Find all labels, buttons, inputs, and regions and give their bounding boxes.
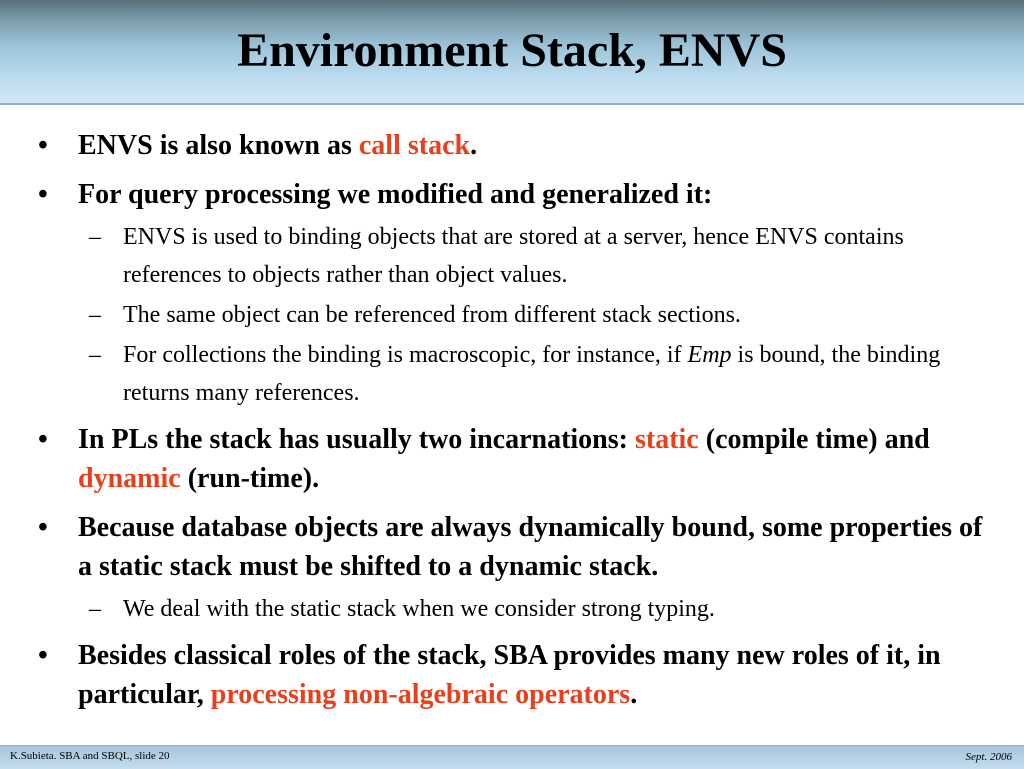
highlight-text: call stack [358,130,471,161]
dash-icon: – [89,596,101,622]
bullet-item [0,175,993,214]
sub-bullet-item [0,218,943,294]
footer-credit: K.Subieta. SBA and SBQL, slide 20 [10,750,170,762]
bullet-text: Because database objects are always dynamically bound, some properties of a static stack must be shifted to a dynamic stack. [78,512,983,582]
dash-icon: – [89,302,101,328]
sub-bullet-text: For collections the binding is macroscopic, for instance, if [123,342,688,368]
bullet-text-end: (run-time). [180,463,320,494]
bullet-text: Besides classical roles of the stack, SBA provides many new roles of it, in particular, [78,640,941,710]
dash-icon: – [89,224,101,250]
highlight-text: static [634,424,699,455]
bullet-item [0,508,993,586]
bullet-text: ENVS is also known as [78,130,359,161]
bullet-item [0,420,993,498]
bullet-icon: • [38,130,48,161]
slide-title: Environment Stack, ENVS [237,24,787,77]
bullet-text-end: . [630,679,638,710]
dash-icon: – [89,342,101,368]
sub-bullet-item [0,296,943,334]
sub-bullet-item [0,590,943,628]
highlight-text: dynamic [78,463,181,494]
sub-bullet-text: ENVS is used to binding objects that are stored at a server, hence ENVS contains references to objects rather than object values. [123,224,904,288]
sub-bullet-text-end: is bound, the binding returns many references. [123,342,941,406]
bullet-text: In PLs the stack has usually two incarnations: [78,424,635,455]
footer-bar [0,745,1024,769]
footer-date: Sept. 2006 [965,751,1012,763]
bullet-icon: • [38,179,48,210]
bullet-icon: • [38,512,48,543]
bullet-item [0,636,993,714]
italic-text: Emp [687,342,732,368]
bullet-text-mid: (compile time) and [698,424,930,455]
highlight-text: processing non-algebraic operators [210,679,631,710]
bullet-icon: • [38,424,48,455]
bullet-text-end: . [470,130,478,161]
slide-content [0,126,1024,724]
sub-bullet-text: The same object can be referenced from different stack sections. [123,302,741,328]
sub-bullet-item [0,336,943,412]
bullet-icon: • [38,640,48,671]
bullet-item [0,126,993,165]
sub-bullet-text: We deal with the static stack when we consider strong typing. [123,596,715,622]
bullet-text: For query processing we modified and generalized it: [78,179,713,210]
